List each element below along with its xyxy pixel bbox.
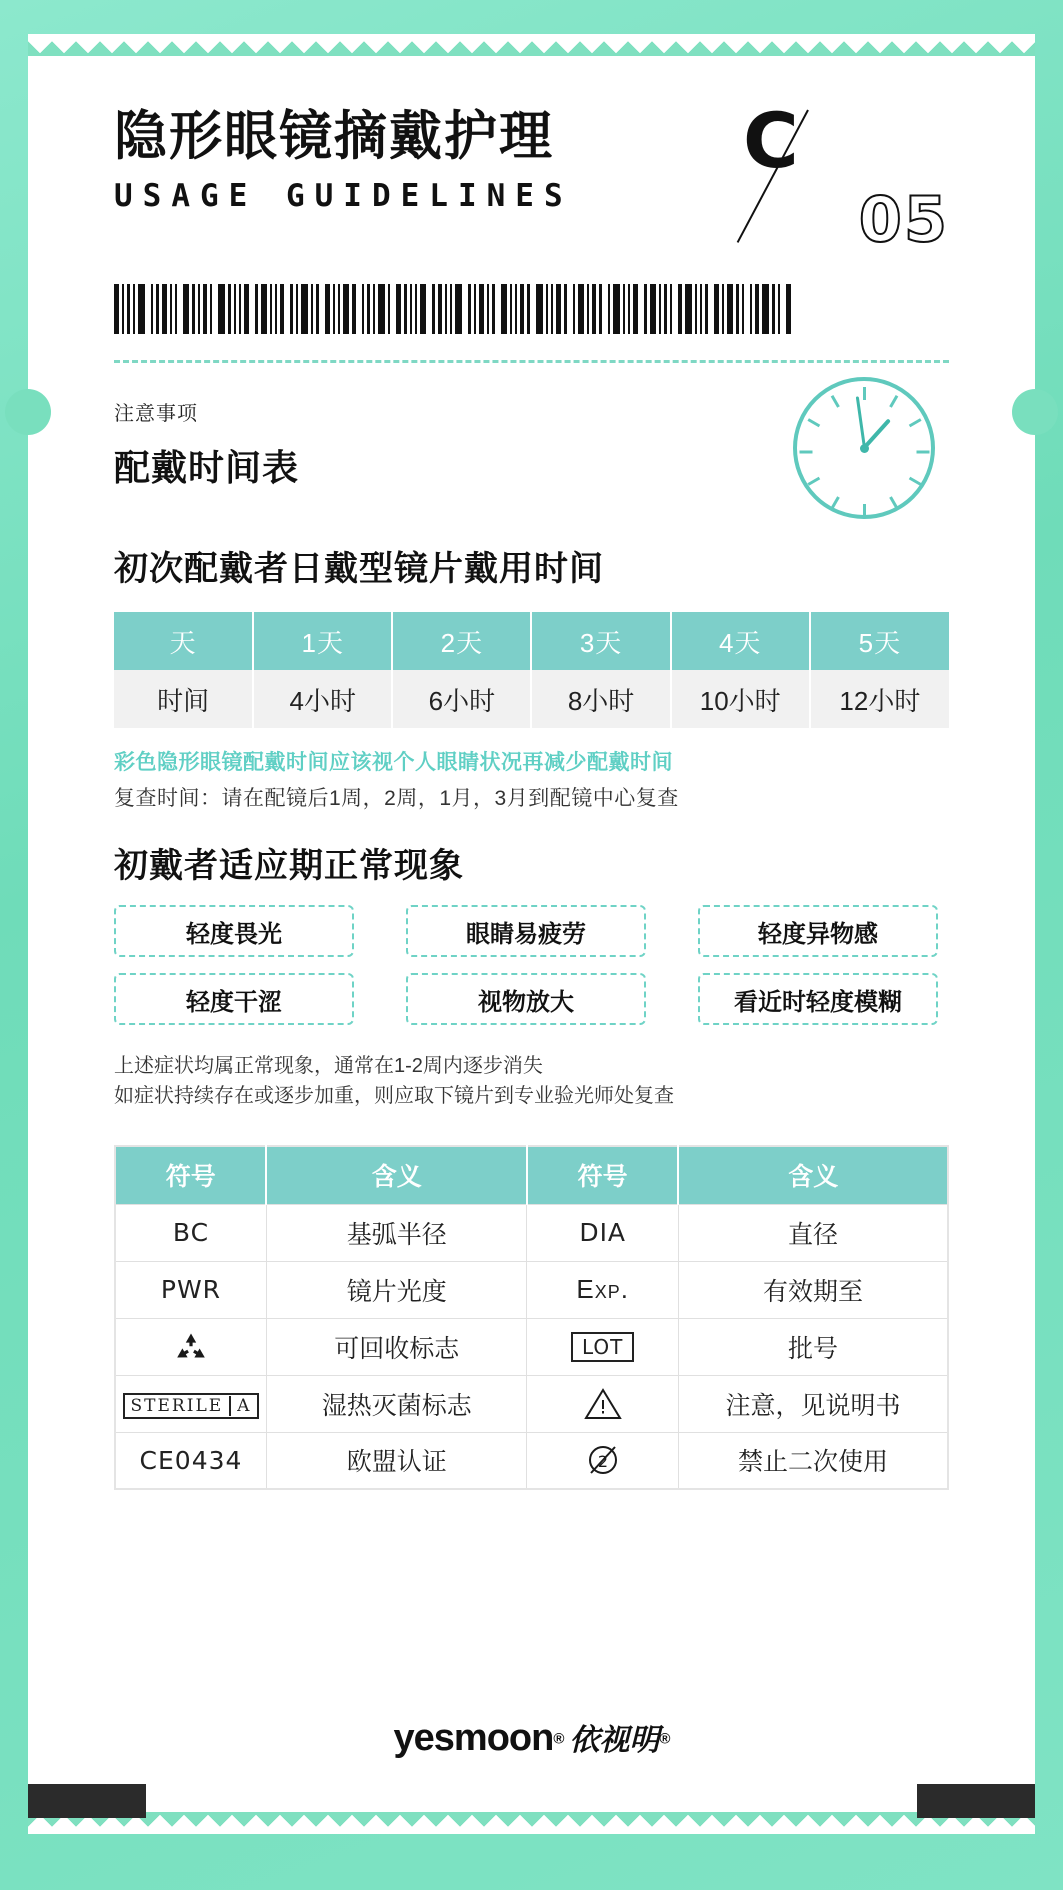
adaptation-heading: 初戴者适应期正常现象 [114,847,464,885]
sterile-method: A [229,1396,257,1416]
clock-tick [807,477,820,486]
no-reuse-icon [527,1432,678,1489]
table-row [115,1375,948,1432]
brand-name-en: yesmoon [393,1717,554,1759]
clock-icon [793,377,935,519]
footer-bar-left [28,1784,146,1818]
clock-tick [830,496,839,509]
recycle-icon [115,1318,266,1375]
ticket-card [28,34,1035,1834]
table-header-cell: 3天 [531,612,670,670]
symbol-meaning: 可回收标志 [266,1318,527,1375]
clock-center [860,444,869,453]
symbol-meaning: 批号 [678,1318,948,1375]
table-row [115,1432,948,1489]
lot-label: LOT [571,1332,634,1362]
symbol-code: BC [115,1204,266,1261]
clock-tick [863,387,866,400]
sterile-box [123,1393,260,1419]
table-row [115,1318,948,1375]
clock-tick [863,504,866,517]
symptom-chip: 眼睛易疲劳 [406,905,646,957]
symptom-chip: 看近时轻度模糊 [698,973,938,1025]
table-header-cell: 5天 [810,612,949,670]
symbol-meaning: 有效期至 [678,1261,948,1318]
chapter-number: 05 [858,183,949,256]
adaptation-note [114,1051,949,1111]
page-header [114,96,949,258]
symbol-code [527,1261,678,1318]
symptom-chip: 轻度异物感 [698,905,938,957]
table-header-cell: 1天 [253,612,392,670]
table-cell: 12小时 [810,670,949,728]
clock-tick [889,496,898,509]
schedule-note-secondary: 复查时间：请在配镜后1周，2周，1月，3月到配镜中心复查 [114,787,679,810]
notice-heading: 配戴时间表 [114,447,300,488]
table-cell: 6小时 [392,670,531,728]
schedule-note-primary: 彩色隐形眼镜配戴时间应该视个人眼睛状况再减少配戴时间 [114,751,673,774]
clock-tick [830,395,839,408]
symbol-meaning: 禁止二次使用 [678,1432,948,1489]
symbol-meaning: 欧盟认证 [266,1432,527,1489]
clock-tick [908,418,921,427]
table-header-cell: 符号 [115,1146,266,1204]
symptom-chip: 轻度畏光 [114,905,354,957]
symbol-meaning: 湿热灭菌标志 [266,1375,527,1432]
table-header-cell: 2天 [392,612,531,670]
table-header-cell: 含义 [266,1146,527,1204]
symbol-meaning: 镜片光度 [266,1261,527,1318]
adaptation-note-line1: 上述症状均属正常现象，通常在1-2周内逐步消失 [114,1055,543,1077]
clock-tick [908,477,921,486]
brand-name-cn: 依视明 [569,1723,660,1758]
symbol-legend-table [114,1145,949,1490]
symbol-meaning: 直径 [678,1204,948,1261]
table-header-cell: 天 [114,612,253,670]
table-header-cell: 4天 [671,612,810,670]
table-header-cell: 含义 [678,1146,948,1204]
table-row [115,1204,948,1261]
svg-text:2: 2 [597,1452,608,1472]
sterile-text: STERILE [130,1395,224,1416]
barcode [114,284,949,334]
table-cell: 4小时 [253,670,392,728]
table-header-cell: 符号 [527,1146,678,1204]
symbol-code: DIA [527,1204,678,1261]
brand-reg-2: ® [659,1730,670,1748]
table-row [114,670,949,728]
clock-tick [916,451,929,454]
notice-label: 注意事项 [114,403,198,425]
symbol-code: PWR [115,1261,266,1318]
notice-block [114,397,949,515]
table-header-row [114,612,949,670]
sterile-label [115,1375,266,1432]
schedule-heading: 初次配戴者日戴型镜片戴用时间 [114,550,604,588]
dashed-divider [114,360,949,363]
clock-tick [799,451,812,454]
clock-tick [889,395,898,408]
symbol-code [527,1318,678,1375]
symptom-chip: 轻度干涩 [114,973,354,1025]
footer-bar-right [917,1784,1035,1818]
chapter-letter: C [743,96,799,185]
symbol-meaning: 注意，见说明书 [678,1375,948,1432]
warning-triangle-icon [527,1375,678,1432]
symbol-meaning: 基弧半径 [266,1204,527,1261]
row-label: 时间 [114,670,253,728]
brand-footer [28,1715,1035,1760]
page-subtitle: USAGE GUIDELINES [114,178,573,215]
symbol-code: CE0434 [115,1432,266,1489]
chapter-marker [719,96,949,256]
table-header-row [115,1146,948,1204]
expiry-label: Exp. [576,1274,629,1304]
symptom-chip: 视物放大 [406,973,646,1025]
brand-reg-1: ® [553,1730,564,1748]
page-title: 隐形眼镜摘戴护理 [114,107,554,166]
symptom-chip-list [114,905,949,1025]
table-cell: 10小时 [671,670,810,728]
table-row [115,1261,948,1318]
table-cell: 8小时 [531,670,670,728]
clock-tick [807,418,820,427]
clock-minute-hand [855,396,865,448]
wearing-time-table [114,612,949,728]
adaptation-note-line2: 如症状持续存在或逐步加重，则应取下镜片到专业验光师处复查 [114,1085,674,1107]
